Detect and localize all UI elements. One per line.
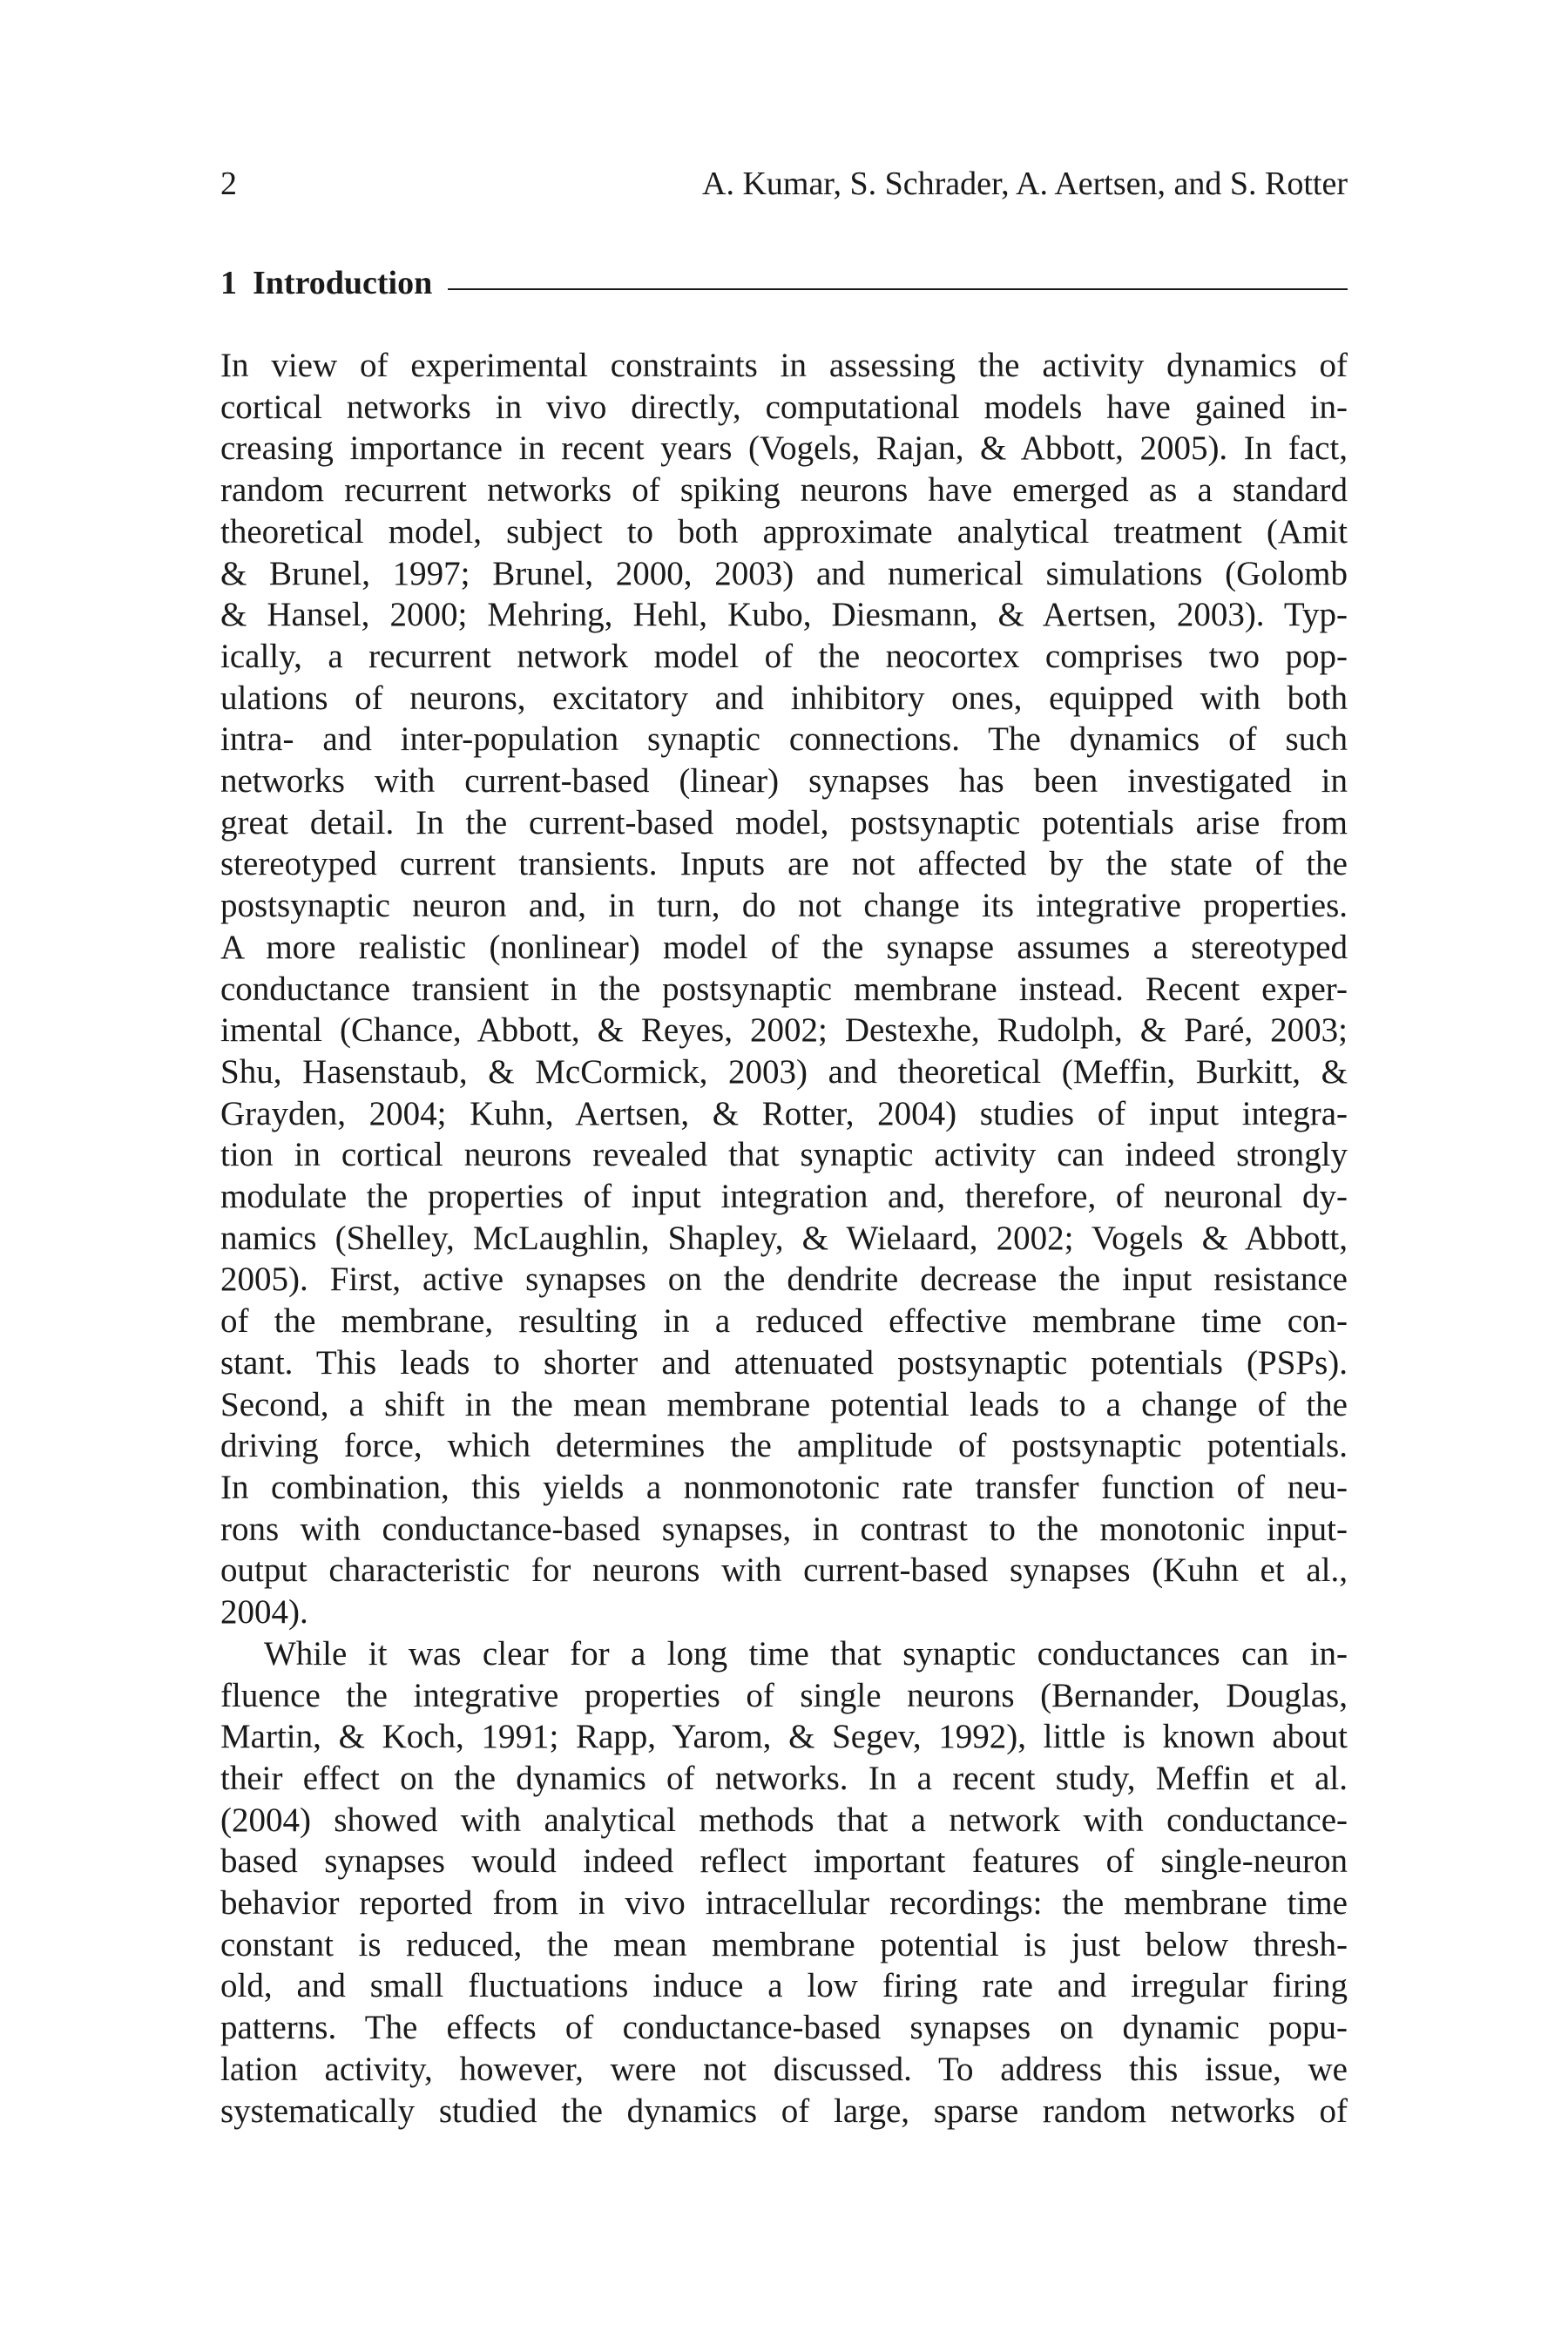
text-line: lation activity, however, were not discussed. To address this issue, we	[220, 2050, 1348, 2088]
text-line: fluence the integrative properties of single neurons (Bernander, Douglas,	[220, 1676, 1348, 1714]
text-line: In combination, this yields a nonmonotonic rate transfer function of neu-	[220, 1468, 1348, 1506]
text-line: systematically studied the dynamics of large, sparse random networks of	[220, 2092, 1348, 2130]
text-line: imental (Chance, Abbott, & Reyes, 2002; Destexhe, Rudolph, & Paré, 2003;	[220, 1011, 1348, 1050]
text-line: old, and small fluctuations induce a low firing rate and irregular firing	[220, 1967, 1348, 2005]
text-line: 2004).	[220, 1593, 308, 1632]
text-line: modulate the properties of input integration and, therefore, of neuronal dy-	[220, 1178, 1348, 1216]
page-number: 2	[220, 166, 237, 202]
text-line: of the membrane, resulting in a reduced effective membrane time con-	[220, 1302, 1348, 1341]
text-line: In view of experimental constraints in assessing the activity dynamics of	[220, 347, 1348, 384]
text-line: stereotyped current transients. Inputs are not affected by the state of the	[220, 845, 1348, 883]
section-number: 1	[220, 265, 237, 301]
text-line: A more realistic (nonlinear) model of the synapse assumes a stereotyped	[220, 928, 1348, 966]
paragraph	[220, 1633, 1348, 2132]
text-line: While it was clear for a long time that synaptic conductances can in-	[264, 1634, 1348, 1673]
text-line: rons with conductance-based synapses, in contrast to the monotonic input-	[220, 1510, 1348, 1548]
running-head	[220, 162, 1348, 206]
body-text	[220, 345, 1348, 2132]
text-line: patterns. The effects of conductance-based synapses on dynamic popu-	[220, 2009, 1348, 2047]
text-line: Martin, & Koch, 1991; Rapp, Yarom, & Segev, 1992), little is known about	[220, 1718, 1348, 1756]
text-line: driving force, which determines the amplitude of postsynaptic potentials.	[220, 1427, 1348, 1465]
text-line: 2005). First, active synapses on the dendrite decrease the input resistance	[220, 1260, 1348, 1299]
text-line: random recurrent networks of spiking neurons have emerged as a standard	[220, 471, 1348, 510]
paragraph	[220, 345, 1348, 1633]
text-line: networks with current-based (linear) synapses has been investigated in	[220, 762, 1348, 801]
text-line: & Hansel, 2000; Mehring, Hehl, Kubo, Diesmann, & Aertsen, 2003). Typ-	[220, 596, 1348, 634]
section-title: Introduction	[253, 265, 433, 301]
text-line: postsynaptic neuron and, in turn, do not change its integrative properties.	[220, 887, 1348, 925]
section-heading	[220, 261, 1348, 305]
running-head-authors: A. Kumar, S. Schrader, A. Aertsen, and S. Rotter	[702, 166, 1348, 202]
text-line: ulations of neurons, excitatory and inhibitory ones, equipped with both	[220, 679, 1348, 717]
section-rule	[448, 288, 1348, 290]
text-line: Shu, Hasenstaub, & McCormick, 2003) and theoretical (Meffin, Burkitt, &	[220, 1052, 1348, 1091]
text-line: theoretical model, subject to both approximate analytical treatment (Amit	[220, 512, 1348, 551]
text-line: based synapses would indeed reflect important features of single-neuron	[220, 1842, 1348, 1881]
text-line: & Brunel, 1997; Brunel, 2000, 2003) and numerical simulations (Golomb	[220, 554, 1348, 592]
text-line: conductance transient in the postsynaptic membrane instead. Recent exper-	[220, 970, 1348, 1008]
text-line: output characteristic for neurons with current-based synapses (Kuhn et al.,	[220, 1551, 1348, 1590]
text-line: intra- and inter-population synaptic connections. The dynamics of such	[220, 720, 1348, 759]
text-line: stant. This leads to shorter and attenuated postsynaptic potentials (PSPs).	[220, 1343, 1348, 1382]
text-line: namics (Shelley, McLaughlin, Shapley, & Wielaard, 2002; Vogels & Abbott,	[220, 1219, 1348, 1257]
text-line: behavior reported from in vivo intracellular recordings: the membrane time	[220, 1884, 1348, 1923]
text-line: Grayden, 2004; Kuhn, Aertsen, & Rotter, 2004) studies of input integra-	[220, 1094, 1348, 1132]
text-line: tion in cortical neurons revealed that synaptic activity can indeed strongly	[220, 1136, 1348, 1174]
text-line: creasing importance in recent years (Vogels, Rajan, & Abbott, 2005). In fact,	[220, 429, 1348, 468]
text-line: (2004) showed with analytical methods that a network with conductance-	[220, 1801, 1348, 1839]
text-line: their effect on the dynamics of networks. In a recent study, Meffin et al.	[220, 1759, 1348, 1797]
text-line: cortical networks in vivo directly, computational models have gained in-	[220, 388, 1348, 426]
text-line: ically, a recurrent network model of the neocortex comprises two pop-	[220, 637, 1348, 675]
text-line: great detail. In the current-based model, postsynaptic potentials arise from	[220, 803, 1348, 841]
text-line: constant is reduced, the mean membrane potential is just below thresh-	[220, 1925, 1348, 1963]
text-line: Second, a shift in the mean membrane potential leads to a change of the	[220, 1385, 1348, 1423]
